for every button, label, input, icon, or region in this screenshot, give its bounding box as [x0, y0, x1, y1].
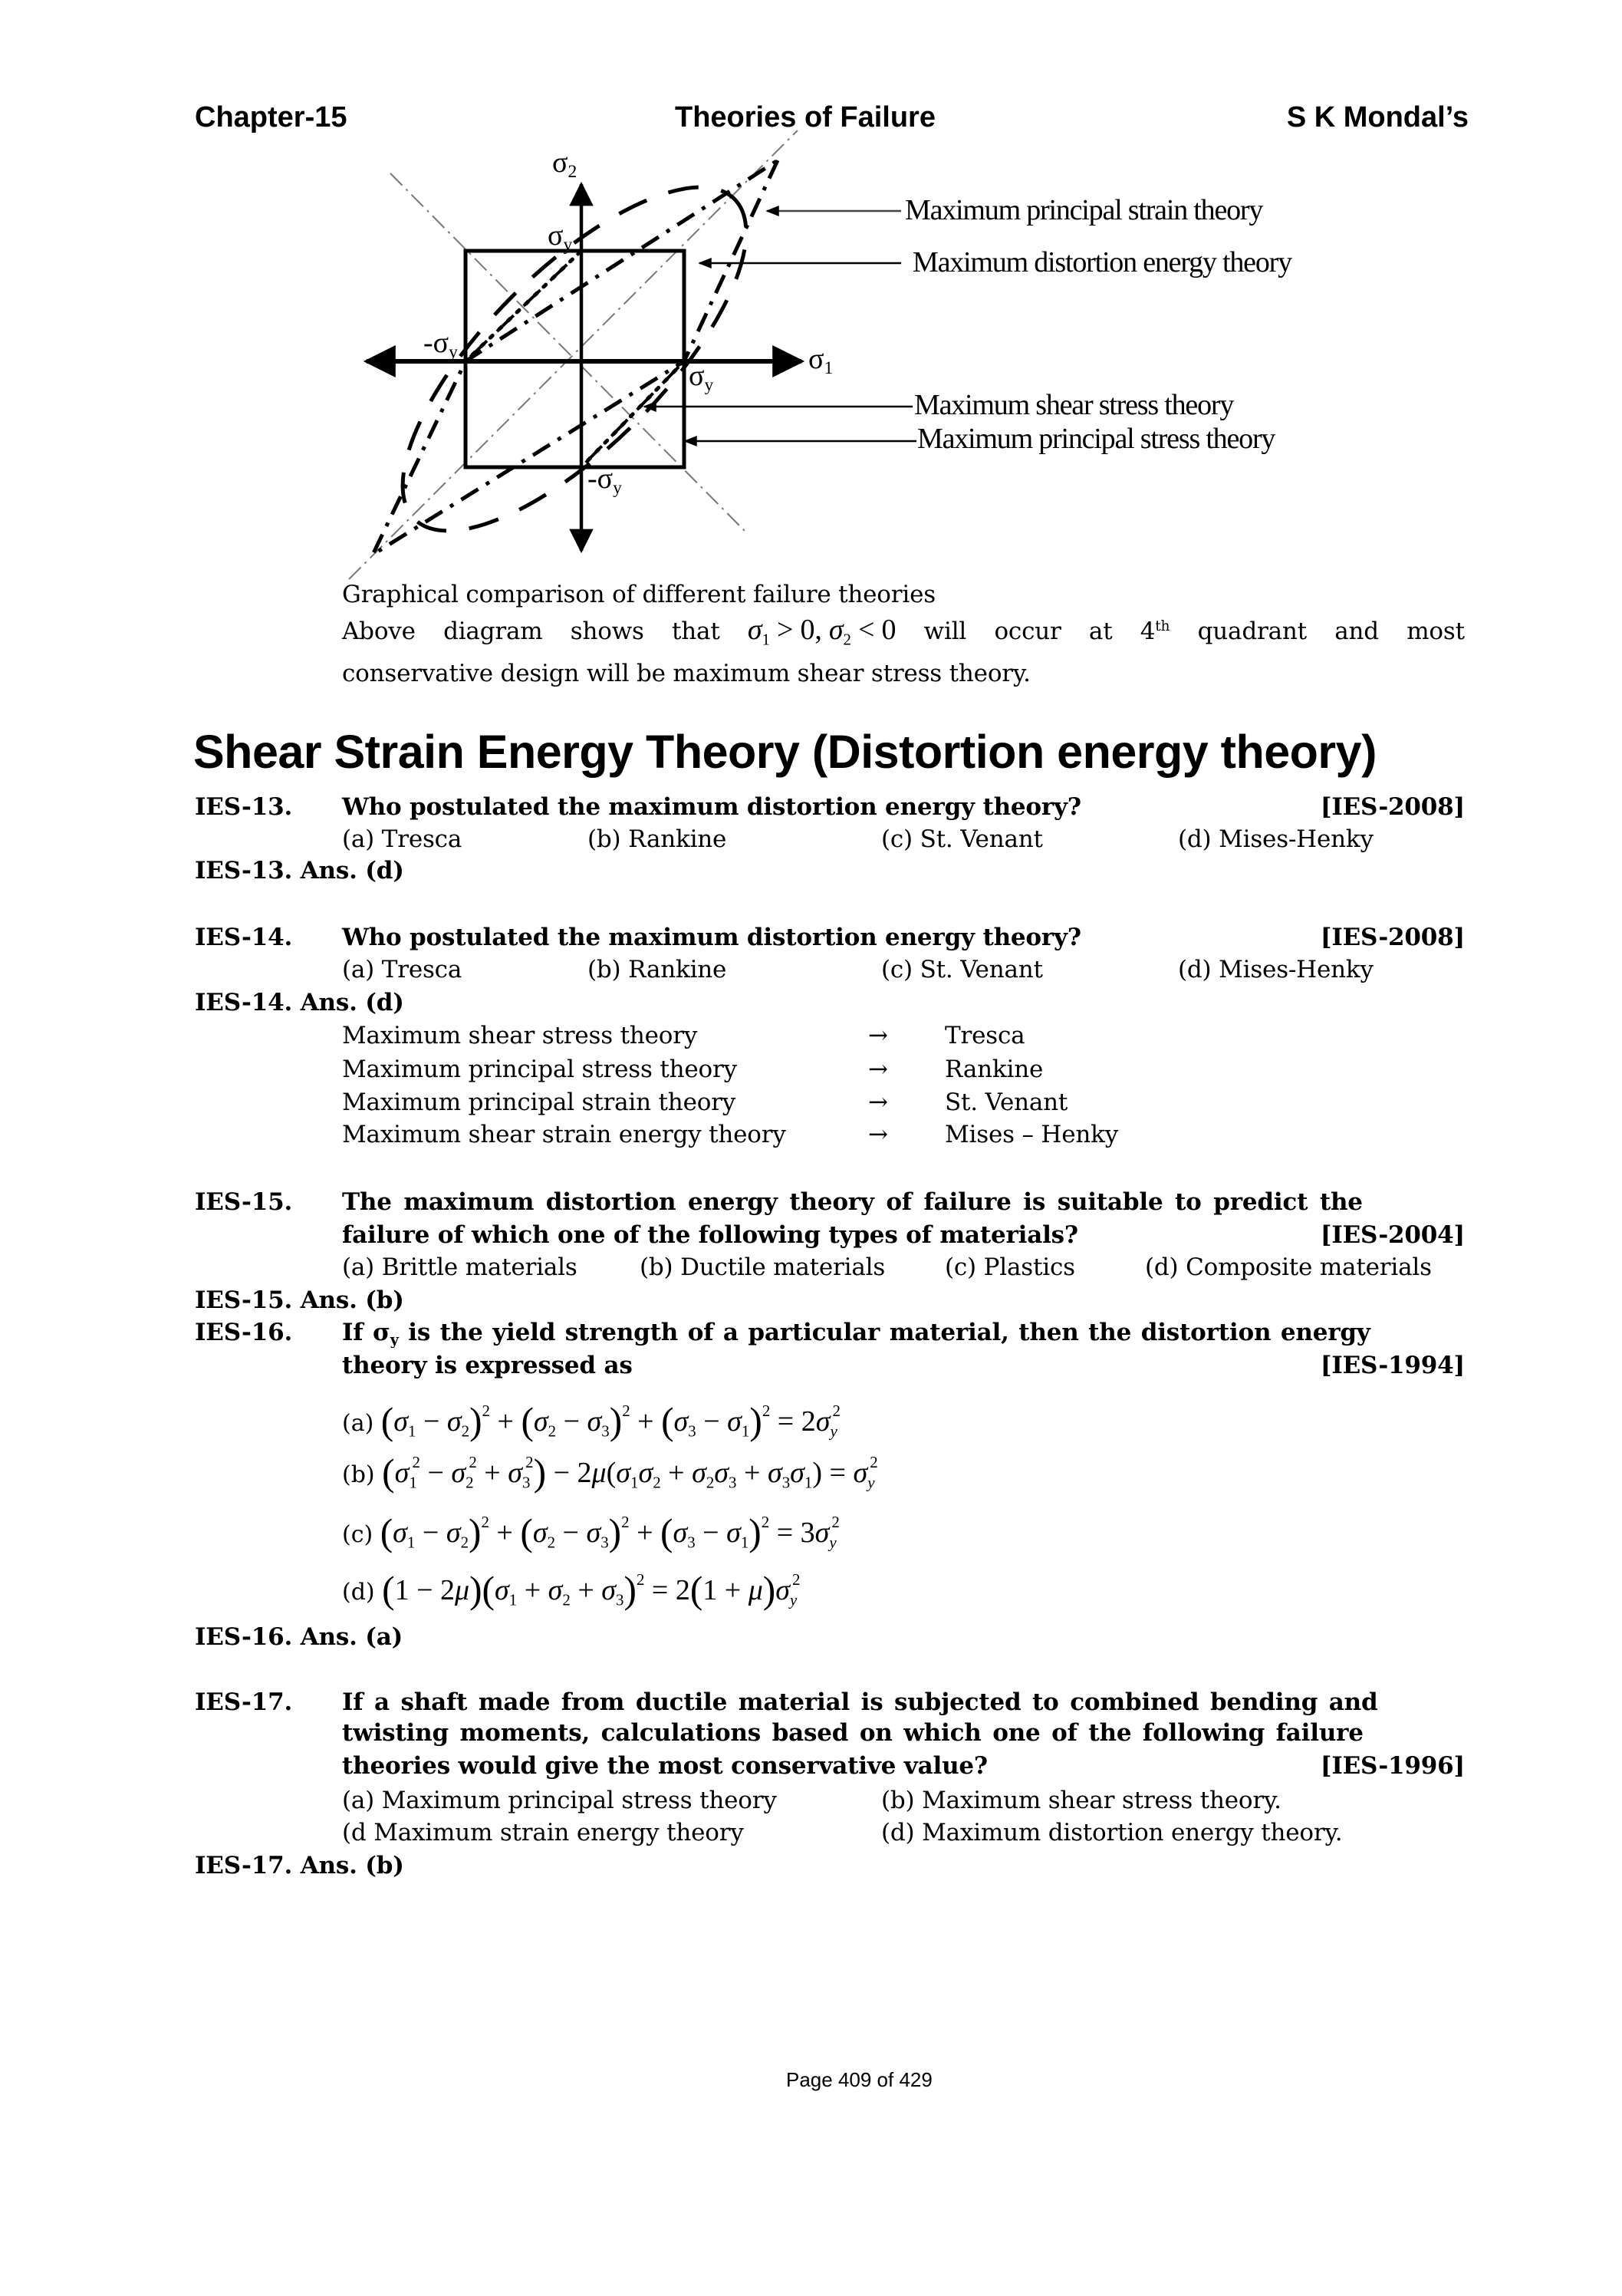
- question-ref: [IES-2008]: [1320, 924, 1465, 951]
- option-c-equation: (c) $(\sigma_1 - \sigma_2)^2 + (\sigma_2 - \sigma_3)^2 + (\sigma_3 - \sigma_1)^2 = 3\sigma_y^2$: [342, 1511, 840, 1553]
- ordinal: 4th: [1140, 618, 1170, 646]
- right-yield-label: $\sigma_y$: [689, 360, 714, 396]
- author-label: S K Mondal’s: [1286, 101, 1469, 133]
- option-d: (d) Maximum distortion energy theory.: [881, 1819, 1343, 1846]
- callout-max-distortion-energy: Maximum distortion energy theory: [913, 246, 1291, 278]
- option-a: (a) Tresca: [342, 825, 462, 853]
- chapter-label: Chapter-15: [195, 101, 347, 133]
- option-b: (b) Rankine: [587, 825, 727, 853]
- question-ref: [IES-2004]: [1320, 1221, 1465, 1249]
- question-id: IES-13.: [195, 793, 293, 821]
- stress-condition-math: $\sigma_1 > 0$, $\sigma_2 < 0$: [747, 614, 897, 649]
- question-ref: [IES-2008]: [1320, 793, 1465, 821]
- arrow-icon: →: [868, 1056, 888, 1083]
- question-ref: [IES-1996]: [1320, 1752, 1465, 1780]
- equation-expr: $(\sigma_1 - \sigma_2)^2 + (\sigma_2 - \sigma_3)^2 + (\sigma_3 - \sigma_1)^2 = 2\sigma_y^2$: [380, 1400, 841, 1442]
- question-text-line1: If $\sigma_y$ is the yield strength of a particular material, then the distortion energy: [342, 1319, 1370, 1349]
- question-text: Who postulated the maximum distortion energy theory?: [342, 924, 1081, 951]
- word: quadrant: [1197, 618, 1307, 645]
- arrow-icon: →: [868, 1121, 888, 1148]
- answer: IES-14. Ans. (d): [195, 989, 404, 1016]
- word: will: [923, 618, 967, 645]
- postulator-name: Rankine: [945, 1056, 1044, 1083]
- figure-description-line2: conservative design will be maximum shear stress theory.: [342, 660, 1031, 687]
- callout-max-shear-stress: Maximum shear stress theory: [914, 389, 1234, 421]
- option-b-equation: (b) $(\sigma_1^2 - \sigma_2^2 + \sigma_3^2) - 2\mu(\sigma_1\sigma_2 + \sigma_2\sigma_3 + \sigma_3\sigma_1) = \sigma_y^2$: [342, 1451, 878, 1494]
- callout-max-principal-strain: Maximum principal strain theory: [905, 194, 1263, 226]
- word: and: [1334, 618, 1379, 645]
- top-yield-label: $\sigma_y$: [548, 219, 573, 255]
- word: at: [1088, 618, 1113, 645]
- question-id: IES-17.: [195, 1688, 293, 1716]
- option-a: (a) Brittle materials: [342, 1253, 577, 1281]
- section-title: Shear Strain Energy Theory (Distortion energy theory): [193, 726, 1377, 778]
- figure-description-line1: [342, 614, 1465, 649]
- option-a: (a) Maximum principal stress theory: [342, 1787, 777, 1814]
- word: diagram: [443, 618, 543, 645]
- theory-name: Maximum shear strain energy theory: [342, 1121, 786, 1148]
- word: occur: [994, 618, 1061, 645]
- question-text-line1: The maximum distortion energy theory of failure is suitable to predict the: [342, 1188, 1363, 1216]
- word: shows: [570, 618, 644, 645]
- option-c: (c) St. Venant: [881, 825, 1043, 853]
- theory-name: Maximum principal stress theory: [342, 1056, 737, 1083]
- equation-expr: $(\sigma_1^2 - \sigma_2^2 + \sigma_3^2) - 2\mu(\sigma_1\sigma_2 + \sigma_2\sigma_3 + \sigma_3\sigma_1) = \sigma_y^2$: [382, 1451, 878, 1494]
- bottom-yield-label: $-\sigma_y$: [587, 463, 622, 499]
- answer: IES-17. Ans. (b): [195, 1852, 404, 1879]
- arrow-icon: →: [868, 1022, 888, 1049]
- postulator-name: Tresca: [945, 1022, 1025, 1049]
- question-text-line2: theory is expressed as: [342, 1352, 633, 1379]
- option-d-equation: (d) $(1 - 2\mu)(\sigma_1 + \sigma_2 + \sigma_3)^2 = 2(1 + \mu)\sigma_y^2$: [342, 1569, 801, 1611]
- question-text: Who postulated the maximum distortion energy theory?: [342, 793, 1081, 821]
- word: most: [1407, 618, 1465, 645]
- option-d: (d) Mises-Henky: [1178, 825, 1374, 853]
- failure-theories-diagram: [0, 0, 1622, 614]
- word: Above: [342, 618, 416, 645]
- equation-expr: $(1 - 2\mu)(\sigma_1 + \sigma_2 + \sigma_3)^2 = 2(1 + \mu)\sigma_y^2$: [382, 1569, 801, 1611]
- answer: IES-13. Ans. (d): [195, 857, 404, 884]
- theory-name: Maximum shear stress theory: [342, 1022, 698, 1049]
- postulator-name: St. Venant: [945, 1089, 1068, 1116]
- question-text-line2: twisting moments, calculations based on which one of the following failure: [342, 1719, 1364, 1747]
- question-id: IES-14.: [195, 924, 293, 951]
- chapter-title: Theories of Failure: [675, 101, 936, 133]
- theory-name: Maximum principal strain theory: [342, 1089, 736, 1116]
- arrow-icon: →: [868, 1089, 888, 1116]
- figure-caption: Graphical comparison of different failure theories: [342, 581, 936, 608]
- answer: IES-16. Ans. (a): [195, 1623, 403, 1651]
- question-text-line1: If a shaft made from ductile material is subjected to combined bending and: [342, 1688, 1378, 1716]
- max-distortion-energy-ellipse: [352, 137, 797, 581]
- option-b: (b) Ductile materials: [640, 1253, 886, 1281]
- option-a: (a) Tresca: [342, 956, 462, 983]
- page-number: Page 409 of 429: [786, 2068, 933, 2091]
- question-text-line3: theories would give the most conservative value?: [342, 1752, 988, 1780]
- left-yield-label: $-\sigma_y$: [423, 327, 458, 363]
- answer: IES-15. Ans. (b): [195, 1286, 404, 1314]
- question-id: IES-15.: [195, 1188, 293, 1216]
- option-b: (b) Rankine: [587, 956, 727, 983]
- option-d: (d) Mises-Henky: [1178, 956, 1374, 983]
- postulator-name: Mises – Henky: [945, 1121, 1119, 1148]
- option-c: (d Maximum strain energy theory: [342, 1819, 744, 1846]
- callout-max-principal-stress: Maximum principal stress theory: [917, 423, 1275, 455]
- option-d: (d) Composite materials: [1145, 1253, 1432, 1281]
- sigma2-axis-label: $\sigma_2$: [552, 147, 577, 183]
- option-c: (c) Plastics: [945, 1253, 1075, 1281]
- sigma1-axis-label: $\sigma_1$: [808, 343, 834, 379]
- option-c: (c) St. Venant: [881, 956, 1043, 983]
- word: that: [672, 618, 720, 645]
- question-ref: [IES-1994]: [1320, 1352, 1465, 1379]
- question-text-line2: failure of which one of the following types of materials?: [342, 1221, 1078, 1249]
- equation-expr: $(\sigma_1 - \sigma_2)^2 + (\sigma_2 - \sigma_3)^2 + (\sigma_3 - \sigma_1)^2 = 3\sigma_y^2$: [380, 1511, 840, 1553]
- option-a-equation: (a) $(\sigma_1 - \sigma_2)^2 + (\sigma_2 - \sigma_3)^2 + (\sigma_3 - \sigma_1)^2 = 2\sigma_y^2$: [342, 1400, 841, 1442]
- option-b: (b) Maximum shear stress theory.: [881, 1787, 1281, 1814]
- question-id: IES-16.: [195, 1319, 293, 1346]
